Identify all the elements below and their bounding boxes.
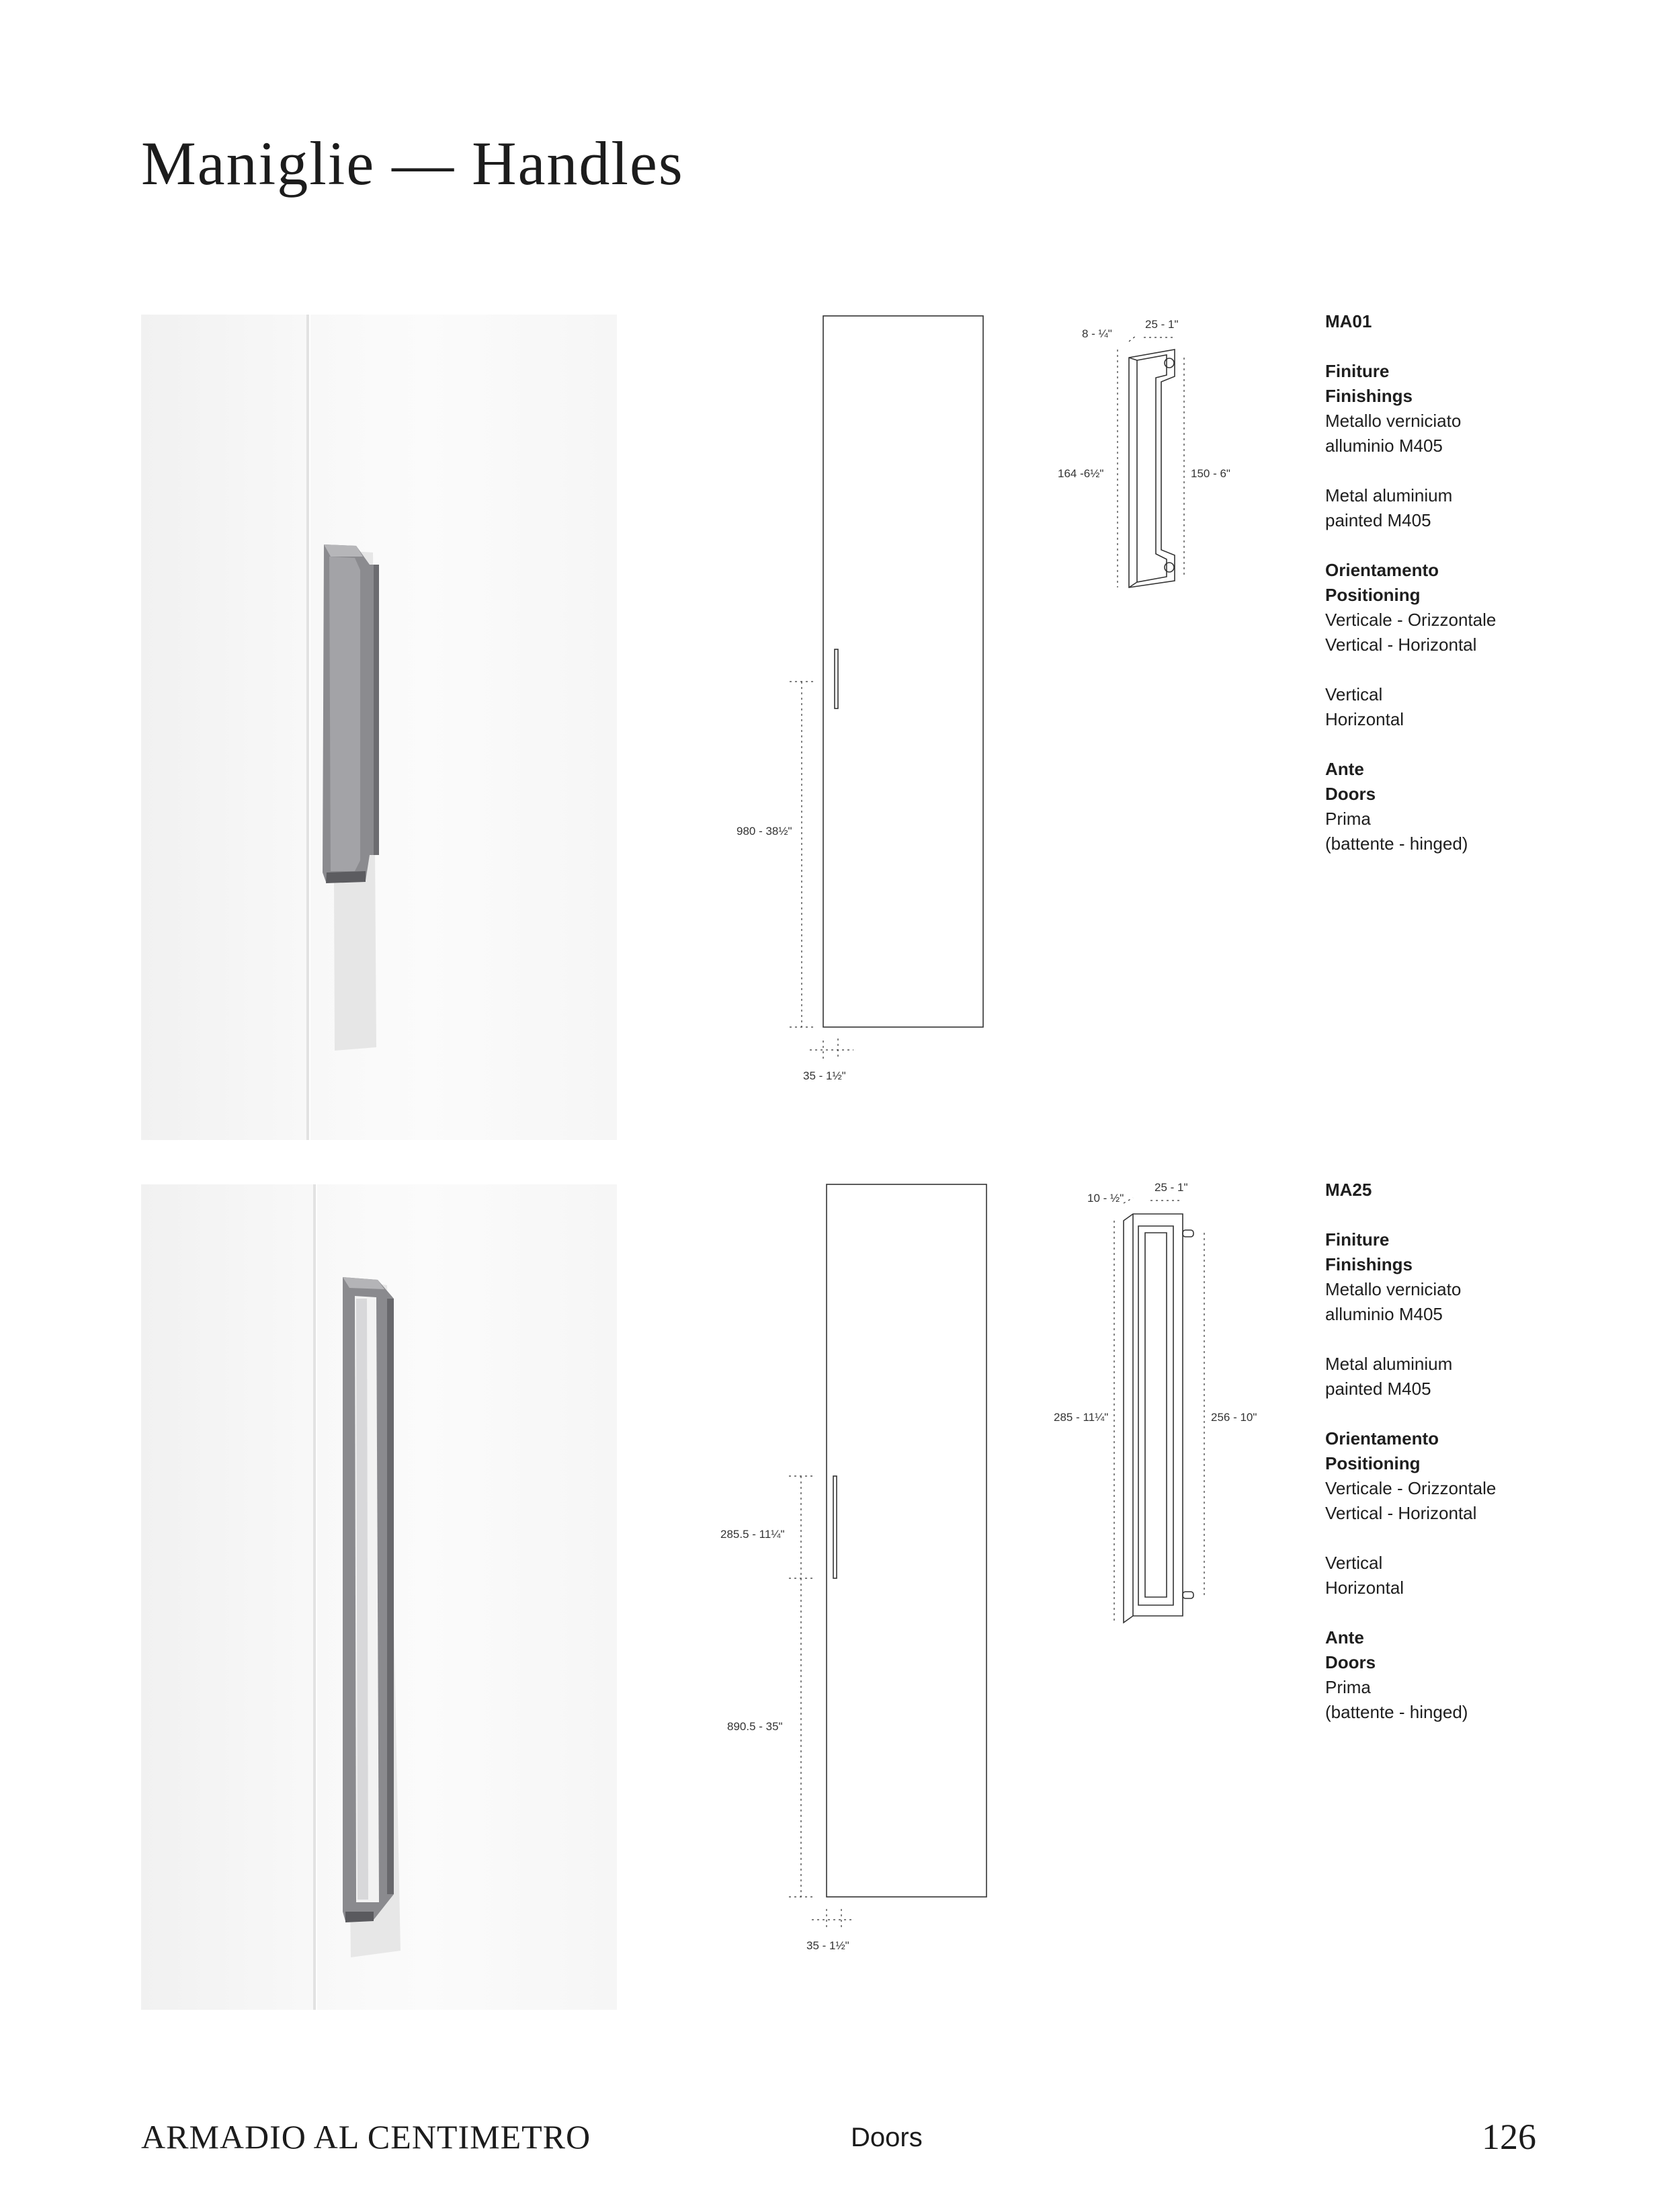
technical-drawing-ma01 bbox=[699, 309, 1250, 1143]
dim-length: 164 -6½" bbox=[1058, 467, 1104, 480]
positioning-value: Horizontal bbox=[1325, 709, 1404, 729]
footer-section-label: Doors bbox=[851, 2123, 923, 2152]
product-photo-ma25 bbox=[141, 1184, 617, 2010]
finish-label-en: Finishings bbox=[1325, 386, 1413, 406]
finish-value-en: Metal aluminium bbox=[1325, 485, 1453, 505]
footer-brand: ARMADIO AL CENTIMETRO bbox=[141, 2118, 591, 2156]
positioning-value: Verticale - Orizzontale bbox=[1325, 610, 1497, 630]
technical-drawing-ma25 bbox=[699, 1176, 1257, 2010]
dim-door-depth: 35 - 1½" bbox=[803, 1069, 846, 1082]
door-outline bbox=[823, 316, 983, 1027]
handle-ma01-image bbox=[141, 315, 617, 1140]
finish-label-it: Finiture bbox=[1325, 361, 1390, 381]
positioning-value: Vertical - Horizontal bbox=[1325, 635, 1477, 655]
positioning-label-it: Orientamento bbox=[1325, 560, 1439, 580]
doors-value: Prima bbox=[1325, 1677, 1371, 1697]
finish-value: Metallo verniciato bbox=[1325, 411, 1462, 431]
door-outline bbox=[827, 1184, 986, 1897]
finish-value: alluminio M405 bbox=[1325, 436, 1443, 456]
positioning-value: Verticale - Orizzontale bbox=[1325, 1478, 1497, 1498]
positioning-value: Horizontal bbox=[1325, 1578, 1404, 1598]
doors-label-it: Ante bbox=[1325, 759, 1364, 779]
page-number: 126 bbox=[1482, 2117, 1536, 2157]
dim-handle-length: 285.5 - 11¼" bbox=[720, 1528, 785, 1541]
dim-depth: 10 - ½" bbox=[1087, 1192, 1124, 1205]
finish-value-en: Metal aluminium bbox=[1325, 1354, 1453, 1374]
dim-centers: 150 - 6" bbox=[1191, 467, 1230, 480]
dim-mount-height: 890.5 - 35" bbox=[727, 1720, 783, 1733]
spec-block-ma01 bbox=[1325, 309, 1648, 856]
dim-centers: 256 - 10" bbox=[1211, 1411, 1257, 1424]
positioning-label-it: Orientamento bbox=[1325, 1428, 1439, 1449]
handle-detail-ma01 bbox=[1129, 350, 1175, 587]
doors-label-en: Doors bbox=[1325, 1652, 1376, 1672]
doors-label-en: Doors bbox=[1325, 784, 1376, 804]
positioning-label-en: Positioning bbox=[1325, 585, 1421, 605]
handle-on-door bbox=[835, 649, 838, 708]
dim-depth: 8 - ¼" bbox=[1082, 327, 1112, 340]
page-title: Maniglie — Handles bbox=[141, 129, 684, 198]
doors-value: Prima bbox=[1325, 809, 1371, 829]
dim-mount-height: 980 - 38½" bbox=[737, 825, 792, 838]
doors-value: (battente - hinged) bbox=[1325, 1702, 1468, 1722]
positioning-value: Vertical - Horizontal bbox=[1325, 1503, 1477, 1523]
spec-block-ma25 bbox=[1325, 1178, 1648, 1725]
handle-on-door bbox=[833, 1476, 837, 1578]
dim-width: 25 - 1" bbox=[1154, 1181, 1188, 1194]
finish-label-it: Finiture bbox=[1325, 1229, 1390, 1250]
product-photo-ma01 bbox=[141, 315, 617, 1140]
finish-value-en: painted M405 bbox=[1325, 1379, 1431, 1399]
product-code: MA25 bbox=[1325, 1180, 1372, 1200]
finish-value: Metallo verniciato bbox=[1325, 1279, 1462, 1299]
doors-value: (battente - hinged) bbox=[1325, 833, 1468, 854]
dim-width: 25 - 1" bbox=[1145, 318, 1179, 331]
finish-value: alluminio M405 bbox=[1325, 1304, 1443, 1324]
handle-detail-ma25 bbox=[1124, 1214, 1183, 1623]
product-code: MA01 bbox=[1325, 311, 1372, 331]
dim-door-depth: 35 - 1½" bbox=[806, 1939, 849, 1952]
doors-label-it: Ante bbox=[1325, 1627, 1364, 1647]
finish-value-en: painted M405 bbox=[1325, 510, 1431, 530]
positioning-value: Vertical bbox=[1325, 684, 1383, 704]
finish-label-en: Finishings bbox=[1325, 1254, 1413, 1274]
positioning-value: Vertical bbox=[1325, 1553, 1383, 1573]
dim-length: 285 - 11¼" bbox=[1054, 1411, 1109, 1424]
handle-ma25-image bbox=[141, 1184, 617, 2010]
positioning-label-en: Positioning bbox=[1325, 1453, 1421, 1473]
